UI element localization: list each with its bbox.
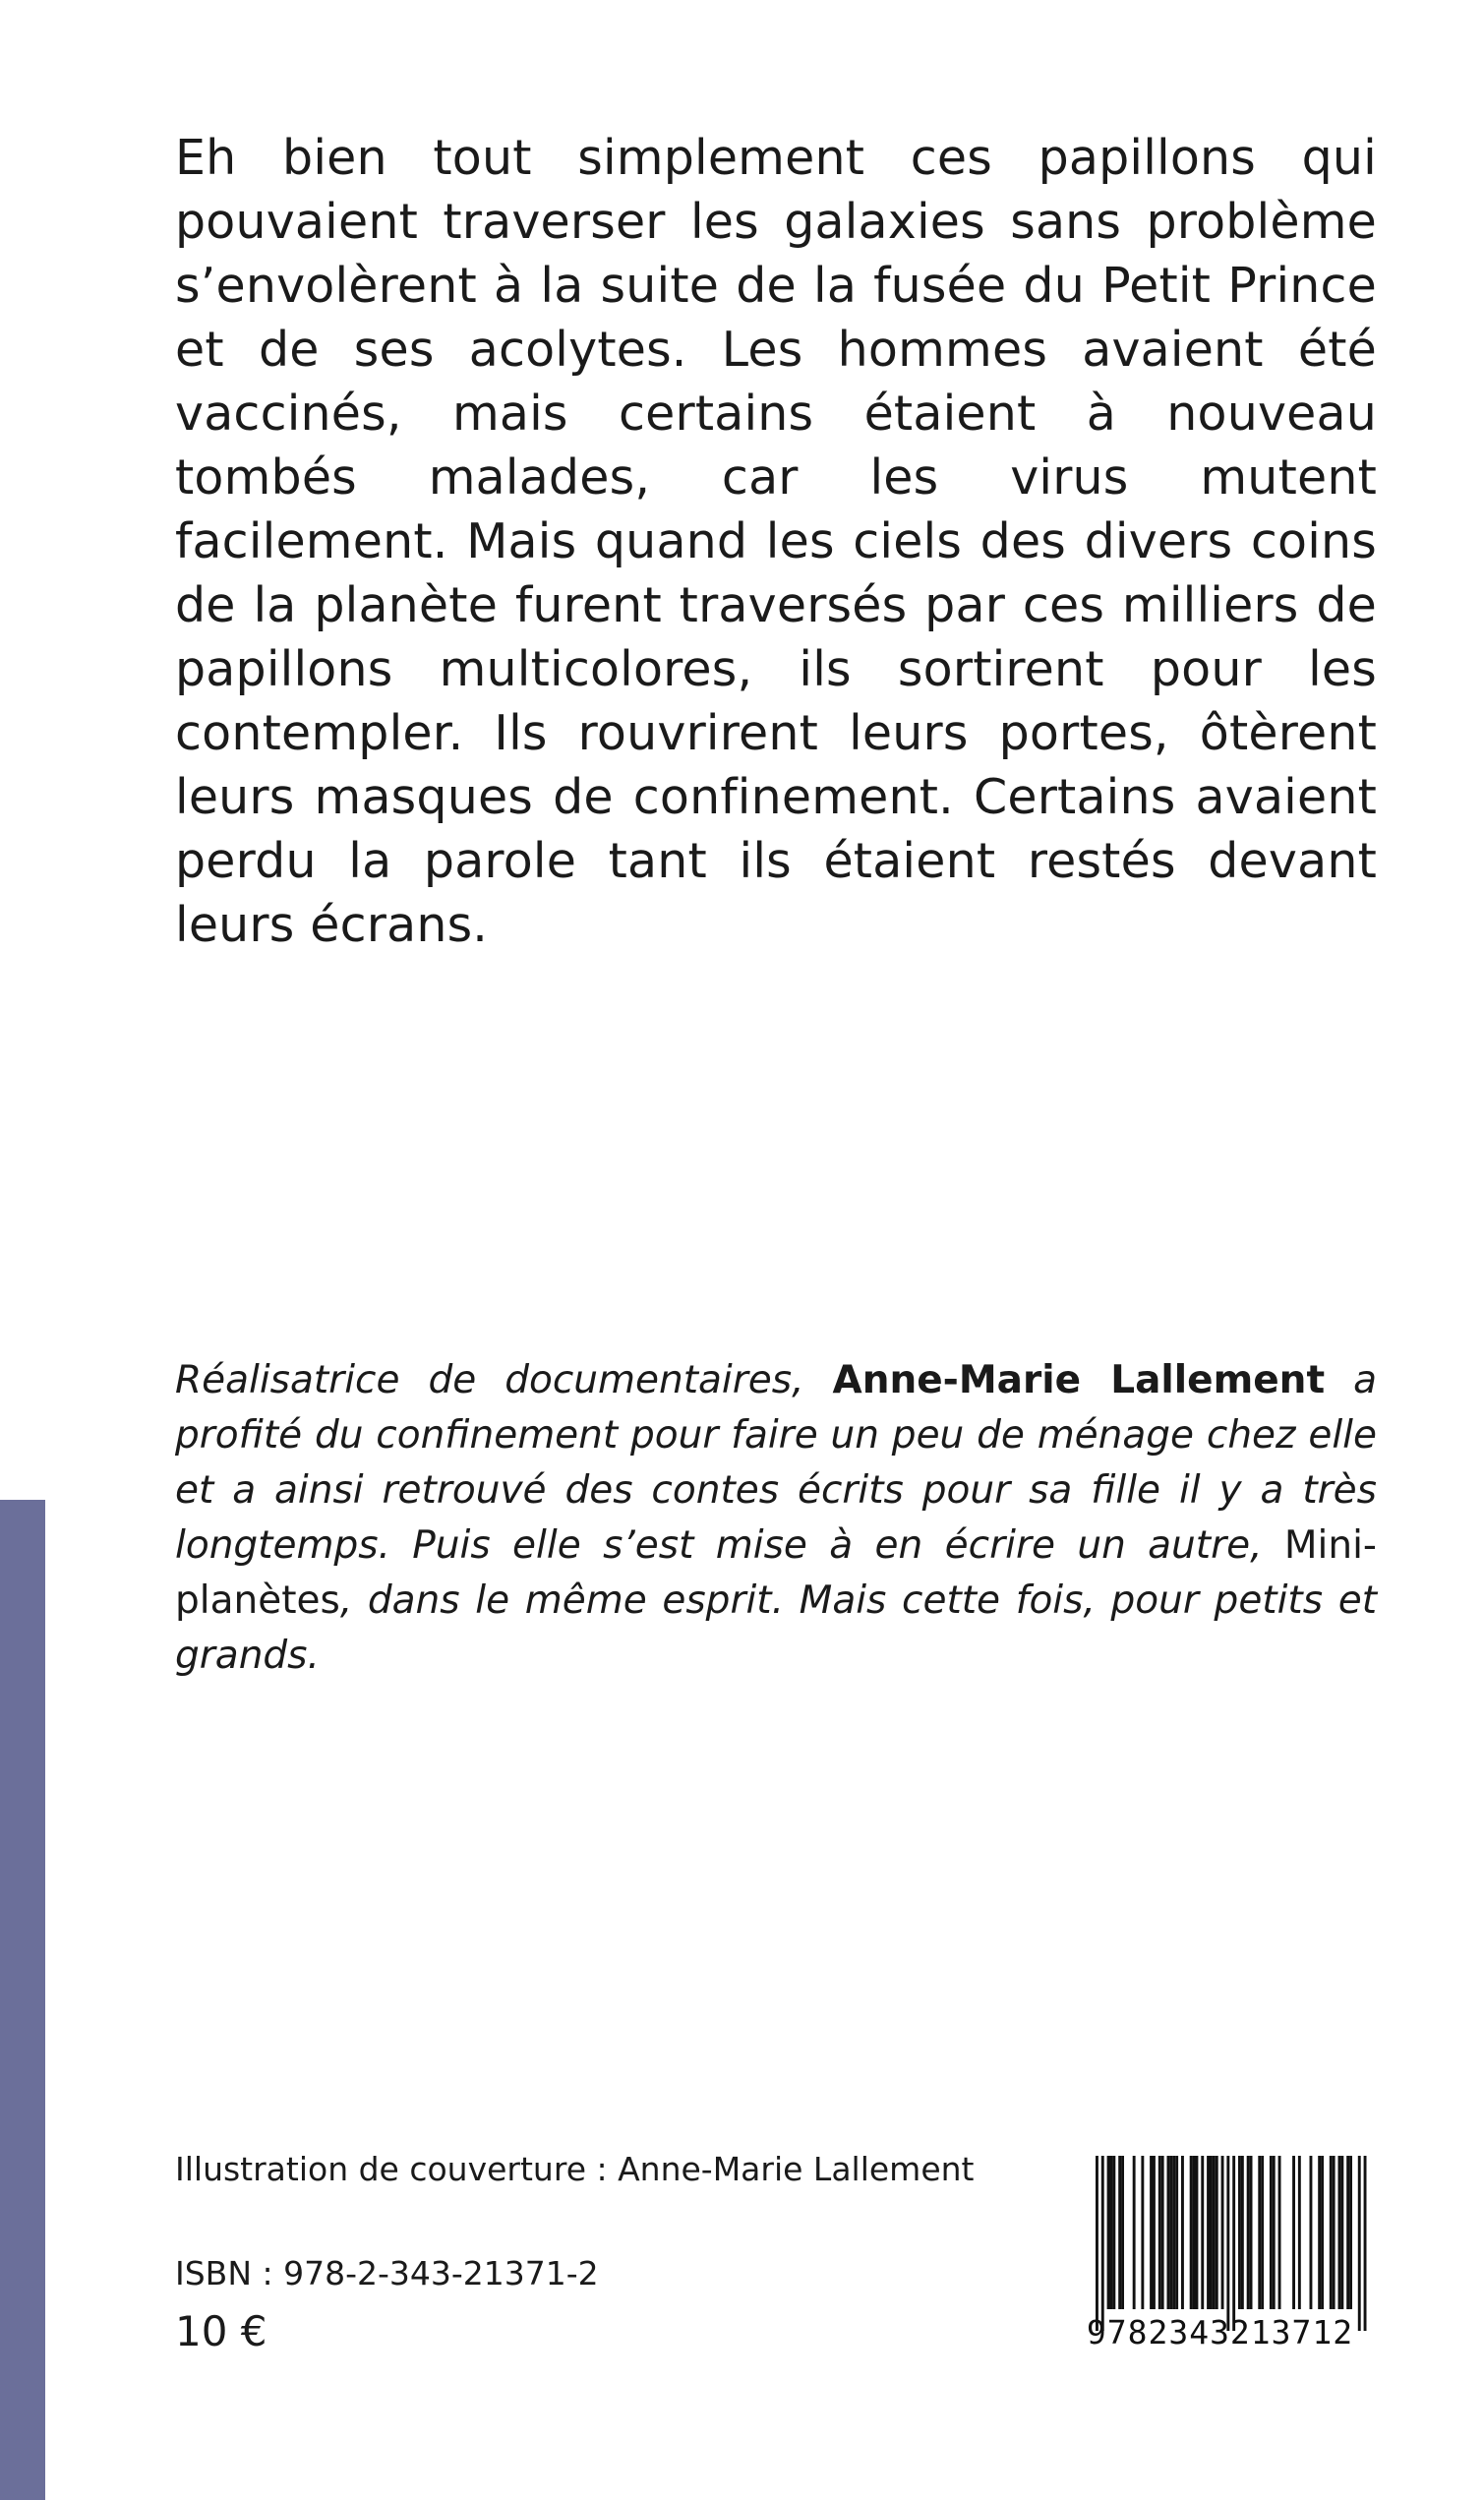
barcode-bar — [1349, 2156, 1352, 2309]
barcode-bar — [1216, 2156, 1218, 2309]
barcode-bar — [1150, 2156, 1153, 2309]
bio-intro: Réalisatrice de documentaires, — [175, 1358, 833, 1402]
barcode-bar — [1193, 2156, 1196, 2309]
barcode-bar — [1207, 2156, 1210, 2309]
barcode-bar — [1321, 2156, 1324, 2309]
barcode-bar — [1196, 2156, 1199, 2309]
barcode-bar — [1101, 2156, 1104, 2331]
barcode-bar — [1241, 2156, 1244, 2309]
author-bio — [175, 1353, 1377, 1684]
cover-illustration-credit: Illustration de couverture : Anne-Marie Lallement — [175, 2150, 975, 2188]
barcode-bar — [1121, 2156, 1124, 2309]
barcode-bar — [1318, 2156, 1321, 2309]
author-name: Anne-Marie Lallement — [832, 1358, 1326, 1402]
barcode-bar — [1133, 2156, 1136, 2309]
barcode-bar — [1175, 2156, 1178, 2309]
barcode-bar — [1190, 2156, 1193, 2309]
barcode — [1070, 2156, 1370, 2362]
barcode-bar — [1158, 2156, 1161, 2309]
barcode-digits: 9782343213712 — [1086, 2313, 1354, 2351]
barcode-bar — [1221, 2156, 1224, 2309]
barcode-bar — [1310, 2156, 1313, 2309]
bio-middle: a profité du confinement pour faire un peu de ménage chez elle et a ainsi retrouvé des contes écrits pour sa fille il y a très longtemps. Puis elle s’est mise à en écrire un autre, — [175, 1358, 1378, 1568]
back-cover-excerpt — [175, 126, 1377, 957]
barcode-bar — [1210, 2156, 1213, 2309]
barcode-bar — [1273, 2156, 1276, 2309]
barcode-bar — [1153, 2156, 1156, 2309]
barcode-bar — [1167, 2156, 1170, 2309]
price-label: 10 € — [175, 2307, 267, 2355]
isbn-number: ISBN : 978-2-343-21371-2 — [175, 2254, 599, 2292]
barcode-bar — [1258, 2156, 1261, 2309]
barcode-bar — [1232, 2156, 1235, 2331]
barcode-bar — [1298, 2156, 1301, 2309]
barcode-bar — [1172, 2156, 1175, 2309]
barcode-bar — [1213, 2156, 1216, 2309]
barcode-bar — [1346, 2156, 1349, 2309]
barcode-bar — [1358, 2156, 1361, 2331]
barcode-bar — [1141, 2156, 1144, 2309]
book-title: Mini-planètes — [175, 1523, 1377, 1623]
barcode-bar — [1118, 2156, 1121, 2309]
barcode-bar — [1181, 2156, 1184, 2309]
barcode-bar — [1278, 2156, 1281, 2309]
barcode-bar — [1330, 2156, 1333, 2309]
barcode-bar — [1096, 2156, 1098, 2331]
barcode-bar — [1338, 2156, 1341, 2309]
barcode-bar — [1107, 2156, 1110, 2309]
barcode-bar — [1270, 2156, 1273, 2309]
barcode-bar — [1364, 2156, 1367, 2331]
bio-end: , dans le même esprit. Mais cette fois, pour petits et grands. — [175, 1578, 1377, 1678]
barcode-bar — [1112, 2156, 1115, 2309]
barcode-bar — [1247, 2156, 1250, 2309]
barcode-bar — [1261, 2156, 1264, 2309]
barcode-bar — [1292, 2156, 1295, 2309]
barcode-bar — [1340, 2156, 1343, 2309]
barcode-bar — [1238, 2156, 1241, 2309]
barcode-bar — [1250, 2156, 1253, 2309]
excerpt-paragraph: Eh bien tout simplement ces papillons qui pouvaient traverser les galaxies sans problème s’envolèrent à la suite de la fusée du Petit Prince et de ses acolytes. Les hommes avaient été vaccinés, mais certains étaient à nouveau tombés malades, car les virus mutent facilement. Mais quand les ciels des divers coins de la planète furent traversés par ces milliers de papillons multicolores, ils sortirent pour les contempler. Ils rouvrirent leurs portes, ôtèrent leurs masques de confinement. Certains avaient perdu la parole tant ils étaient restés devant leurs écrans. — [175, 130, 1377, 953]
barcode-bar — [1110, 2156, 1113, 2309]
bio-paragraph — [175, 1353, 1377, 1684]
barcode-bar — [1201, 2156, 1204, 2309]
barcode-bar — [1161, 2156, 1164, 2309]
barcode-bar — [1169, 2156, 1172, 2309]
barcode-bar — [1333, 2156, 1336, 2309]
spine-color-band — [0, 1500, 45, 2500]
barcode-bar — [1226, 2156, 1229, 2331]
